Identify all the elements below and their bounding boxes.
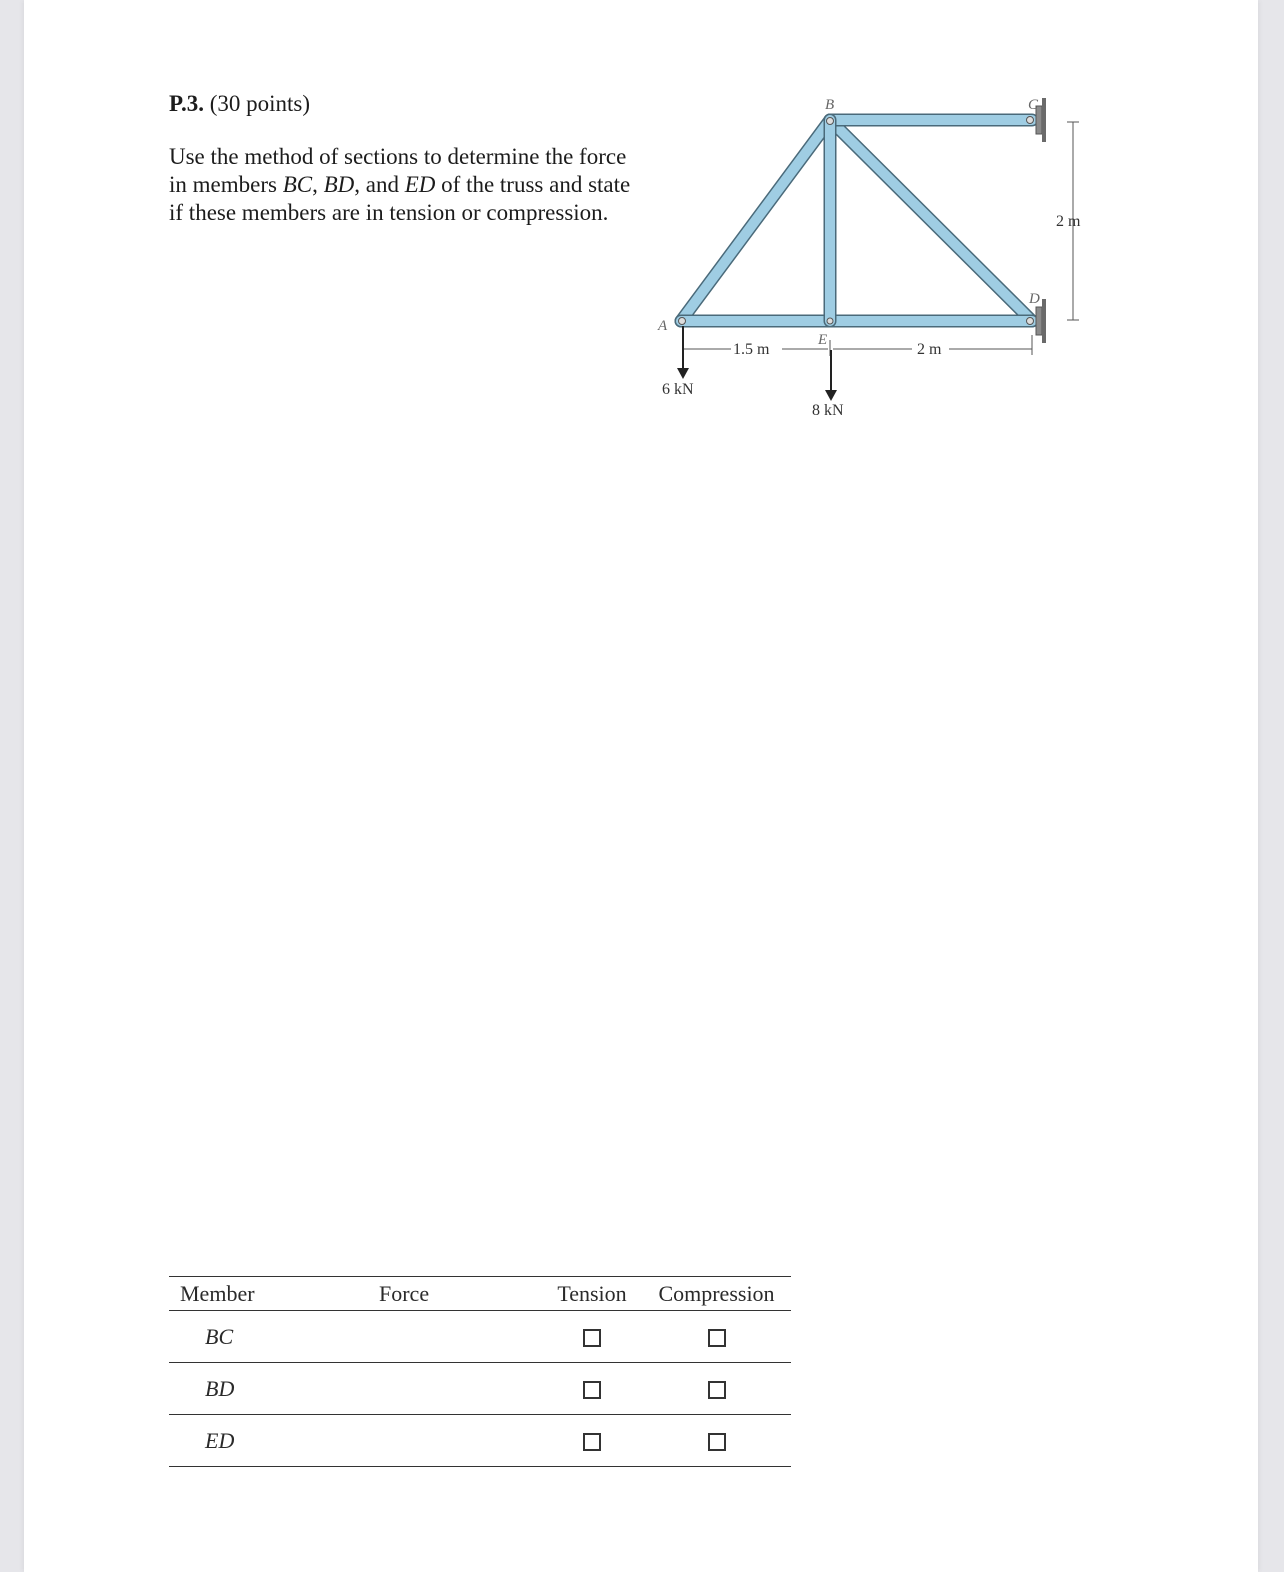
load-arrowhead-e xyxy=(825,390,837,401)
truss-members xyxy=(681,120,1032,321)
member-cell: BD xyxy=(169,1363,369,1415)
table-row xyxy=(169,1363,791,1415)
header-force: Force xyxy=(369,1277,542,1311)
dim-label-height: 2 m xyxy=(1056,213,1081,230)
compression-cell xyxy=(642,1363,791,1415)
support-d-wall xyxy=(1042,299,1046,343)
table-row xyxy=(169,1311,791,1363)
member-ed-ref: ED xyxy=(404,172,436,197)
statement-text: of the truss and state if these members are in tension or compression. xyxy=(169,172,631,225)
pin-e xyxy=(827,318,833,324)
pin-a xyxy=(679,318,686,325)
joint-label-c: C xyxy=(1028,97,1039,113)
tension-checkbox[interactable] xyxy=(583,1381,601,1399)
tension-cell xyxy=(542,1415,642,1467)
table-row xyxy=(169,1415,791,1467)
tension-cell xyxy=(542,1311,642,1363)
compression-checkbox[interactable] xyxy=(708,1381,726,1399)
header-tension: Tension xyxy=(542,1277,642,1311)
compression-checkbox[interactable] xyxy=(708,1433,726,1451)
load-label-e: 8 kN xyxy=(812,402,844,419)
statement-sep: , xyxy=(312,172,324,197)
pin-b xyxy=(827,118,834,125)
force-cell[interactable] xyxy=(369,1415,542,1467)
pin-d xyxy=(1027,318,1034,325)
member-bd-fill xyxy=(830,120,1032,321)
joint-label-e: E xyxy=(818,332,828,348)
problem-number: P.3. xyxy=(169,91,204,116)
problem-points: (30 points) xyxy=(209,91,311,116)
support-d-bracket xyxy=(1036,307,1042,335)
force-cell[interactable] xyxy=(369,1363,542,1415)
force-cell[interactable] xyxy=(369,1311,542,1363)
member-bd-ref: BD xyxy=(323,172,355,197)
dim-label-ae: 1.5 m xyxy=(733,341,770,358)
member-cell: ED xyxy=(169,1415,369,1467)
member-ab-fill xyxy=(681,120,830,321)
truss-figure xyxy=(24,0,1258,440)
answer-table xyxy=(169,1276,791,1467)
document-page xyxy=(24,0,1258,1572)
header-compression: Compression xyxy=(642,1277,791,1311)
joint-label-d: D xyxy=(1029,291,1040,307)
member-cell: BC xyxy=(169,1311,369,1363)
load-arrows xyxy=(677,326,837,401)
load-label-a: 6 kN xyxy=(662,381,694,398)
compression-cell xyxy=(642,1311,791,1363)
support-c-wall xyxy=(1042,98,1046,142)
load-arrowhead-a xyxy=(677,368,689,379)
pin-c xyxy=(1027,117,1034,124)
tension-checkbox[interactable] xyxy=(583,1329,601,1347)
header-member: Member xyxy=(169,1277,369,1311)
member-bc-ref: BC xyxy=(282,172,313,197)
joint-label-b: B xyxy=(825,97,835,113)
table-header-row xyxy=(169,1277,791,1311)
tension-cell xyxy=(542,1363,642,1415)
statement-text: Use the method of sections to determine the force in members xyxy=(169,144,627,197)
compression-checkbox[interactable] xyxy=(708,1329,726,1347)
compression-cell xyxy=(642,1415,791,1467)
joint-label-a: A xyxy=(658,318,668,334)
dim-label-ed: 2 m xyxy=(917,341,942,358)
tension-checkbox[interactable] xyxy=(583,1433,601,1451)
statement-sep: , and xyxy=(354,172,405,197)
